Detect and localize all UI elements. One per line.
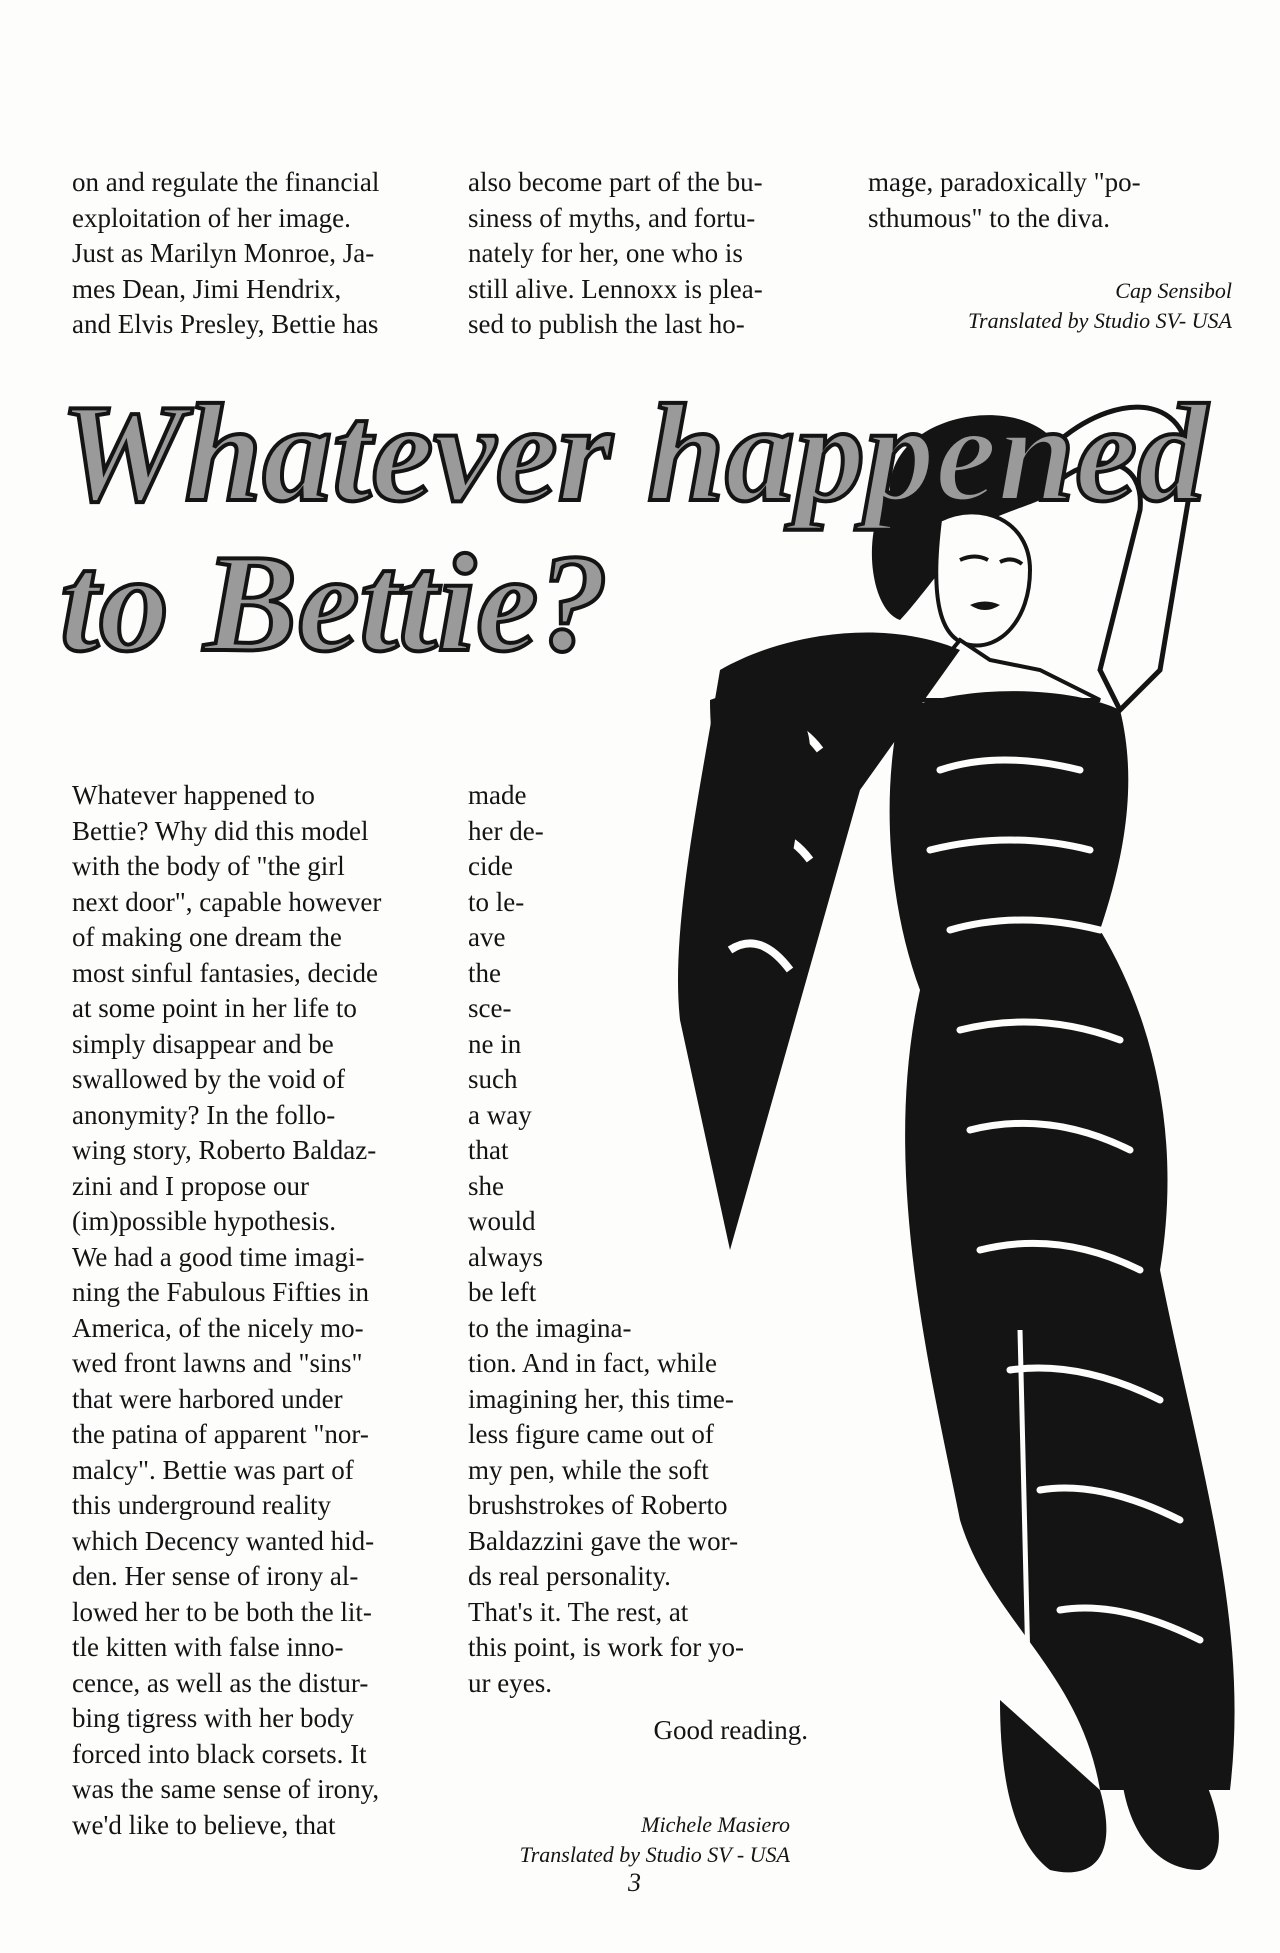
text-line: cide [468,851,513,881]
text-line: mes Dean, Jimi Hendrix, [72,273,342,304]
signature-name: Michele Masiero [641,1812,790,1837]
body-column-1 [72,778,452,1843]
text-line: That's it. The rest, at [468,1596,689,1627]
text-line: We had a good time imagi- [72,1241,365,1272]
text-line: anonymity? In the follo- [72,1099,336,1130]
text-line: ds real personality. [468,1561,671,1591]
text-line: ur eyes. [468,1667,552,1698]
text-line: (im)possible hypothesis. [72,1206,336,1236]
text-line: tle kitten with false inno- [72,1632,344,1662]
text-line: malcy". Bettie was part of [72,1454,354,1485]
text-line: mage, paradoxically "po- [868,167,1141,197]
text-line: Just as Marilyn Monroe, Ja- [72,238,375,268]
text-line: we'd like to believe, that [72,1809,336,1840]
text-line: to le- [468,886,525,917]
text-line: sce- [468,993,512,1023]
text-line: a way [468,1099,532,1130]
headline-line-1: Whatever happened [60,376,1208,531]
text-line: she [468,1170,504,1201]
text-line: Baldazzini gave the wor- [468,1525,739,1556]
text-line: tion. And in fact, while [468,1348,717,1378]
text-line: be left [468,1277,537,1307]
text-line: swallowed by the void of [72,1064,345,1094]
text-line: which Decency wanted hid- [72,1525,375,1556]
text-line: this point, is work for yo- [468,1632,744,1662]
text-line: such [468,1064,518,1094]
text-line: still alive. Lennoxx is plea- [468,273,763,304]
text-line: America, of the nicely mo- [72,1312,364,1343]
text-line: that were harbored under [72,1383,343,1414]
text-line: to the imagina- [468,1312,632,1343]
signature-credit: Translated by Studio SV - USA [519,1842,790,1867]
text-line: also become part of the bu- [468,167,763,197]
closing-line: Good reading. [653,1715,808,1745]
text-line: den. Her sense of irony al- [72,1561,359,1591]
body-signature [420,1810,790,1870]
text-line: zini and I propose our [72,1170,309,1201]
text-line: Bettie? Why did this model [72,815,369,846]
text-line: lowed her to be both the lit- [72,1596,372,1627]
text-line: with the body of "the girl [72,851,345,881]
text-line: that [468,1135,509,1165]
text-line: forced into black corsets. It [72,1738,367,1769]
body-column-2 [468,778,808,1749]
intro-column-1 [72,165,432,343]
text-line: bing tigress with her body [72,1703,354,1733]
text-line: ave [468,922,506,952]
text-line: next door", capable however [72,886,382,917]
text-line: ning the Fabulous Fifties in [72,1277,369,1307]
text-line: brushstrokes of Roberto [468,1490,728,1520]
text-line: wed front lawns and "sins" [72,1348,363,1378]
text-line: Whatever happened to [72,780,315,810]
text-line: this underground reality [72,1490,331,1520]
text-line: made [468,780,527,810]
text-line: my pen, while the soft [468,1454,709,1485]
text-line: the patina of apparent "nor- [72,1419,369,1449]
text-line: sed to publish the last ho- [468,309,745,339]
text-line: most sinful fantasies, decide [72,957,378,988]
text-line: on and regulate the financial [72,167,380,197]
headline-line-2: to Bettie? [60,526,609,681]
text-line: her de- [468,815,544,846]
text-line: always [468,1241,543,1272]
text-line: less figure came out of [468,1419,714,1449]
text-line: the [468,957,501,988]
text-line: ne in [468,1028,522,1059]
headline [60,370,1220,690]
text-line: would [468,1206,536,1236]
text-line: at some point in her life to [72,993,357,1023]
text-line: siness of myths, and fortu- [468,202,756,233]
text-line: exploitation of her image. [72,202,351,233]
intro-signature [860,276,1232,336]
intro-column-2 [468,165,828,343]
text-line: imagining her, this time- [468,1383,734,1414]
text-line: cence, as well as the distur- [72,1667,369,1698]
text-line: sthumous" to the diva. [868,202,1111,233]
text-line: nately for her, one who is [468,238,743,268]
page-number: 3 [628,1868,641,1897]
text-line: simply disappear and be [72,1028,334,1059]
text-line: and Elvis Presley, Bettie has [72,309,379,339]
text-line: of making one dream the [72,922,342,952]
text-line: was the same sense of irony, [72,1774,380,1804]
signature-credit: Translated by Studio SV- USA [968,308,1232,333]
text-line: wing story, Roberto Baldaz- [72,1135,377,1165]
intro-column-3 [868,165,1228,236]
signature-name: Cap Sensibol [1115,278,1232,303]
